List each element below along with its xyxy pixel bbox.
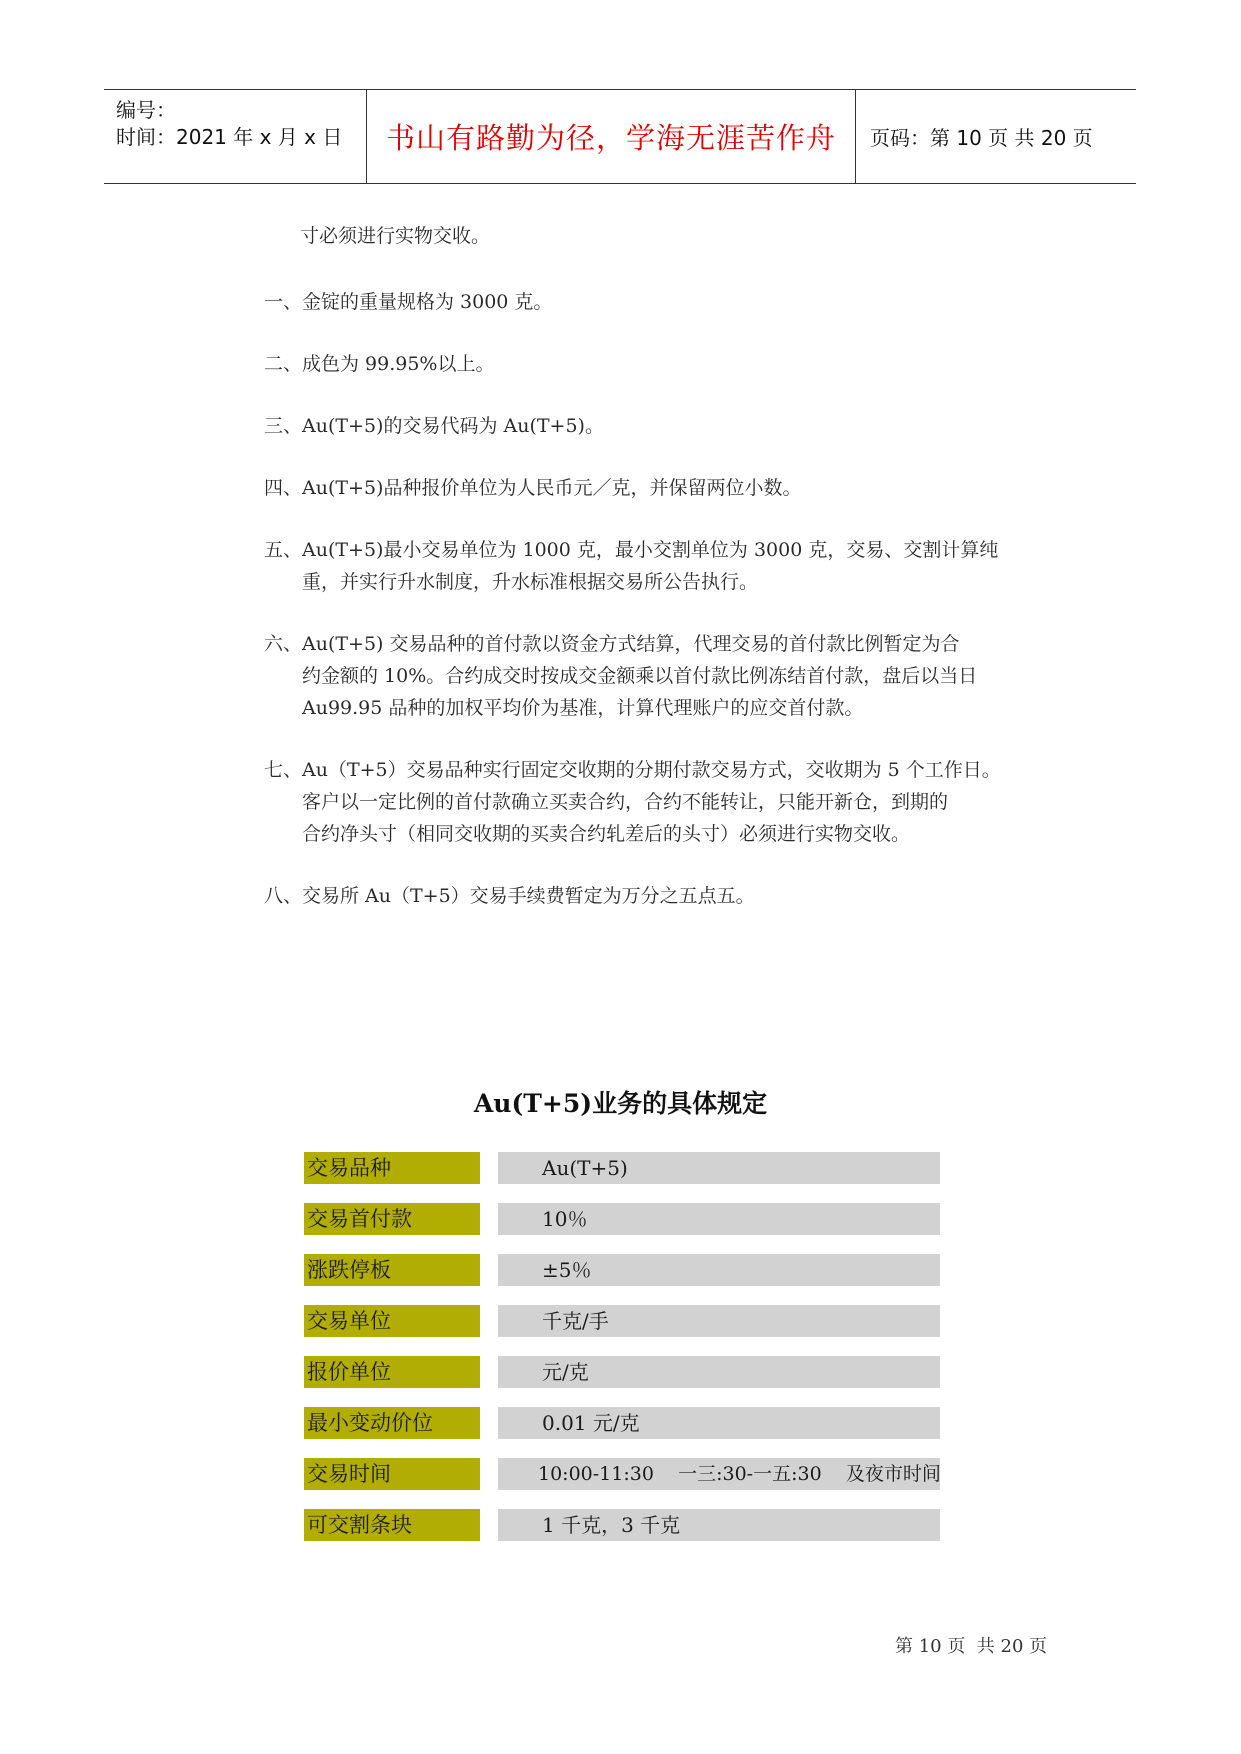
spec-label: 交易单位 xyxy=(304,1305,480,1337)
spec-label: 交易品种 xyxy=(304,1152,480,1184)
paragraph-line: 七、Au（T+5）交易品种实行固定交收期的分期付款交易方式，交收期为 5 个工作日。 xyxy=(264,759,1001,781)
spec-table-title: Au(T+5)业务的具体规定 xyxy=(473,1089,768,1118)
spec-value: 千克/手 xyxy=(498,1305,940,1337)
list-item xyxy=(264,754,1001,850)
spec-value: ±5％ xyxy=(498,1254,940,1286)
spec-value: 元/克 xyxy=(498,1356,940,1388)
list-item xyxy=(264,880,755,912)
header-meta xyxy=(104,90,367,183)
header-motto: 书山有路勤为径，学海无涯苦作舟 xyxy=(367,90,856,183)
list-item xyxy=(264,628,977,724)
paragraph-line: 八、交易所 Au（T+5）交易手续费暂定为万分之五点五。 xyxy=(264,885,755,907)
page-footer: 第 10 页 共 20 页 xyxy=(895,1636,1048,1657)
spec-value: 10:00-11:30 一三:30-一五:30 及夜市时间 xyxy=(498,1458,940,1490)
paragraph-line: 二、成色为 99.95%以上。 xyxy=(264,353,495,375)
spec-value: 10％ xyxy=(498,1203,940,1235)
paragraph-line: 客户以一定比例的首付款确立买卖合约，合约不能转让，只能开新仓，到期的 xyxy=(302,791,949,813)
paragraph-line: 五、Au(T+5)最小交易单位为 1000 克，最小交割单位为 3000 克，交易、交割计算纯 xyxy=(264,539,999,561)
list-item xyxy=(264,348,495,380)
paragraph-line: 约金额的 10%。合约成交时按成交金额乘以首付款比例冻结首付款，盘后以当日 xyxy=(302,665,978,687)
paragraph-line: 合约净头寸（相同交收期的买卖合约轧差后的头寸）必须进行实物交收。 xyxy=(302,823,911,845)
paragraph-line: 三、Au(T+5)的交易代码为 Au(T+5)。 xyxy=(264,415,604,437)
list-item xyxy=(264,472,801,504)
list-item xyxy=(264,534,998,598)
paragraph-line: Au99.95 品种的加权平均价为基准，计算代理账户的应交首付款。 xyxy=(302,697,864,719)
spec-value: Au(T+5) xyxy=(498,1152,940,1184)
spec-label: 可交割条块 xyxy=(304,1509,480,1541)
page-header xyxy=(104,89,1136,184)
paragraph-line: 寸必须进行实物交收。 xyxy=(300,225,491,247)
paragraph-line: 重，并实行升水制度，升水标准根据交易所公告执行。 xyxy=(302,571,759,593)
list-item xyxy=(264,286,552,318)
paragraph-line: 四、Au(T+5)品种报价单位为人民币元／克，并保留两位小数。 xyxy=(264,477,802,499)
spec-label: 报价单位 xyxy=(304,1356,480,1388)
header-page-code: 页码：第 10 页 共 20 页 xyxy=(870,126,1093,150)
spec-value: 1 千克，3 千克 xyxy=(498,1509,940,1541)
spec-label: 交易时间 xyxy=(304,1458,480,1490)
paragraph-line: 一、金锭的重量规格为 3000 克。 xyxy=(264,291,553,313)
spec-label: 最小变动价位 xyxy=(304,1407,480,1439)
list-item xyxy=(264,410,604,442)
continuation-text xyxy=(300,220,490,252)
spec-label: 涨跌停板 xyxy=(304,1254,480,1286)
doc-number-label: 编号： xyxy=(116,98,176,122)
paragraph-line: 六、Au(T+5) 交易品种的首付款以资金方式结算，代理交易的首付款比例暂定为合 xyxy=(264,633,960,655)
doc-time-label: 时间：2021 年 x 月 x 日 xyxy=(116,125,343,149)
spec-value: 0.01 元/克 xyxy=(498,1407,940,1439)
spec-label: 交易首付款 xyxy=(304,1203,480,1235)
